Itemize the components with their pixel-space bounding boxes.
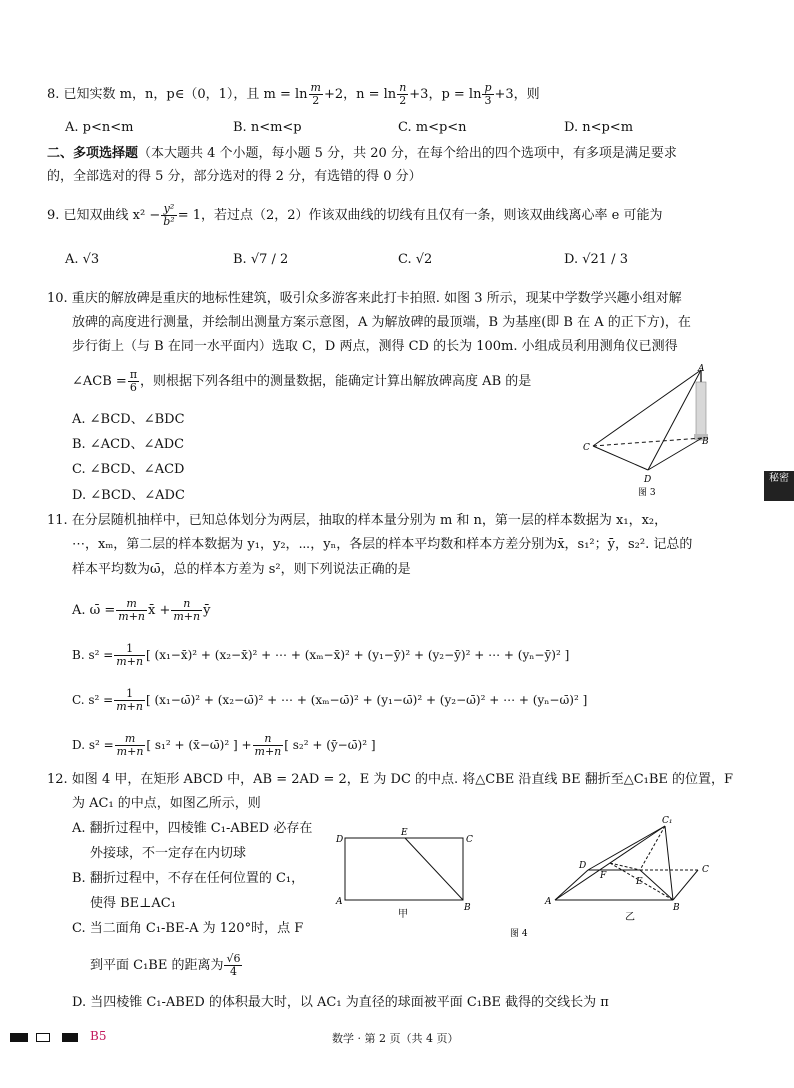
q11-a-frac-2: $\frac{n}{m+n}$ <box>173 597 201 623</box>
q11-line-2: ⋯，xₘ，第二层的样本数据为 y₁，y₂，⋯，yₙ，各层的样本平均数和样本方差分别为x̄，s₁²；ȳ，s₂². 记总的 <box>72 537 693 552</box>
edge-ad <box>555 870 588 900</box>
edge-cb <box>593 438 702 446</box>
q12-option-b-1: B. 翻折过程中，不存在任何位置的 C₁， <box>72 871 305 886</box>
q12-option-b-2: 使得 BE⊥AC₁ <box>90 896 176 911</box>
q8-option-a: A. p<n<m <box>65 120 134 135</box>
q11-c-frac: $\frac{1}{m+n}$ <box>116 687 143 713</box>
q10-angle-text: ∠ACB = <box>72 374 127 389</box>
q11-b-post: [ (x₁−x̄)² + (x₂−x̄)² + ⋯ + (xₘ−x̄)² + (y₁−ȳ)² + (y₂−ȳ)² + ⋯ + (yₙ−ȳ)² ] <box>146 648 570 662</box>
edge-da <box>648 370 701 470</box>
q8-option-b: B. n<m<p <box>233 120 302 135</box>
label-right-b: B <box>673 903 680 913</box>
label-a: A <box>698 364 705 374</box>
footer-square-black-2 <box>62 1033 78 1042</box>
q11-d-post: [ s₂² + (ȳ−ω̄)² ] <box>284 738 376 752</box>
footer-code: B5 <box>90 1029 107 1043</box>
q8-option-c: C. m<p<n <box>398 120 467 135</box>
q8-fraction-2: $\frac{n}{2}$ <box>399 81 407 107</box>
label-c: C <box>583 443 590 453</box>
rectangle-abcd <box>345 838 463 900</box>
figure-4-caption: 图 4 <box>510 929 528 939</box>
section2-title: 二、多项选择题 <box>47 146 139 161</box>
q11-option-c <box>72 688 587 713</box>
q10-line-3: 步行街上（与 B 在同一水平面内）选取 C，D 两点，测得 CD 的长为 100m. 小组成员利用测角仪已测得 <box>72 339 678 354</box>
edge-fe <box>610 863 640 870</box>
label-left-b: B <box>464 903 471 913</box>
q11-d-frac-1: $\frac{m}{m+n}$ <box>116 732 144 758</box>
q8-text-3: +3，p = ln <box>409 87 482 102</box>
q10-line-2: 放碑的高度进行测量，并绘制出测量方案示意图，A 为解放碑的最顶端，B 为基座(即 B 在 A 的正下方)，在 <box>72 315 691 330</box>
q10-option-a: A. ∠BCD、∠BDC <box>72 412 185 427</box>
section2-heading <box>47 145 677 163</box>
edge-ca <box>593 370 701 446</box>
q11-a-frac-1: $\frac{m}{m+n}$ <box>118 597 146 623</box>
q11-c-post: [ (x₁−ω̄)² + (x₂−ω̄)² + ⋯ + (xₘ−ω̄)² + (y₁−ω̄)² + (y₂−ω̄)² + ⋯ + (yₙ−ω̄)² ] <box>145 693 588 707</box>
label-right-d: D <box>579 861 587 871</box>
q10-option-d: D. ∠BCD、∠ADC <box>72 488 185 503</box>
monument-shape <box>696 382 706 440</box>
q8-text-2: +2，n = ln <box>323 87 397 102</box>
q12-line-2: 为 AC₁ 的中点，如图乙所示，则 <box>72 796 261 811</box>
label-yi: 乙 <box>625 912 635 923</box>
edge-cb-right <box>673 870 698 900</box>
label-jia: 甲 <box>398 909 408 920</box>
q8-fraction-1: $\frac{m}{2}$ <box>310 81 321 107</box>
q11-d-frac-2: $\frac{n}{m+n}$ <box>254 732 282 758</box>
q11-a-mid: x̄ + <box>148 603 171 618</box>
q11-b-pre: B. s² = <box>72 648 114 662</box>
edge-eb <box>640 870 673 900</box>
q10-line-1: 10. 重庆的解放碑是重庆的地标性建筑，吸引众多游客来此打卡拍照. 如图 3 所示，现某中学数学兴趣小组对解 <box>47 291 682 306</box>
footer-page-number: 数学 · 第 2 页（共 4 页） <box>332 1032 459 1045</box>
label-right-e: E <box>636 877 643 887</box>
edge-c1b <box>665 826 673 900</box>
q8-text-1: 8. 已知实数 m，n，p∈（0，1），且 m = ln <box>47 87 308 102</box>
q10-option-c: C. ∠BCD、∠ACD <box>72 462 185 477</box>
q12-option-d: D. 当四棱锥 C₁-ABED 的体积最大时，以 AC₁ 为直径的球面被平面 C₁BE 截得的交线长为 π <box>72 995 609 1010</box>
q10-line-4 <box>72 369 531 394</box>
q12-option-a-2: 外接球，不一定存在内切球 <box>90 846 247 861</box>
q11-line-1: 11. 在分层随机抽样中，已知总体划分为两层，抽取的样本量分别为 m 和 n，第一层的样本数据为 x₁，x₂， <box>47 513 668 528</box>
q9-option-a: A. √3 <box>65 252 100 267</box>
label-b: B <box>702 437 709 447</box>
q11-a-pre: A. ω̄ = <box>72 603 116 618</box>
figure-3-caption: 图 3 <box>638 488 656 498</box>
q12-c-text: 到平面 C₁BE 的距离为 <box>90 958 224 973</box>
q11-d-pre: D. s² = <box>72 738 114 752</box>
q11-line-3: 样本平均数为ω̄，总的样本方差为 s²，则下列说法正确的是 <box>72 562 411 577</box>
q9-option-d: D. √21 / 3 <box>564 252 628 267</box>
section2-desc-2: 的，全部选对的得 5 分，部分选对的得 2 分，有选错的得 0 分） <box>47 169 422 184</box>
q11-b-frac: $\frac{1}{m+n}$ <box>116 642 144 668</box>
figure-3 <box>578 360 723 500</box>
label-left-c: C <box>466 835 473 845</box>
q11-d-mid: [ s₁² + (x̄−ω̄)² ] + <box>146 738 252 752</box>
q10-option-b: B. ∠ACD、∠ADC <box>72 437 185 452</box>
q9-option-b: B. √7 / 2 <box>233 252 289 267</box>
label-right-c: C <box>702 865 709 875</box>
q11-option-a <box>72 598 210 623</box>
figure-4 <box>330 812 720 942</box>
label-right-f: F <box>600 871 607 881</box>
page-footer <box>0 1028 794 1050</box>
label-right-a: A <box>545 897 552 907</box>
q9-stem <box>47 203 663 228</box>
edge-dc1 <box>588 826 665 870</box>
q11-c-pre: C. s² = <box>72 693 114 707</box>
label-right-c1: C₁ <box>662 816 673 826</box>
q11-option-b <box>72 643 569 668</box>
q10-fraction: $\frac{\pi}{6}$ <box>129 368 138 394</box>
label-left-a: A <box>336 897 343 907</box>
q11-a-post: ȳ <box>203 603 211 618</box>
footer-square-black-1 <box>10 1033 28 1042</box>
q8-stem <box>47 82 540 107</box>
segment-be <box>405 838 463 900</box>
q12-option-a-1: A. 翻折过程中，四棱锥 C₁-ABED 必存在 <box>72 821 313 836</box>
q12-option-c-2 <box>90 953 243 978</box>
q8-option-d: D. n<p<m <box>564 120 634 135</box>
label-d: D <box>644 475 652 485</box>
q9-option-c: C. √2 <box>398 252 433 267</box>
q9-text-2: = 1，若过点（2，2）作该双曲线的切线有且仅有一条，则该双曲线离心率 e 可能为 <box>177 208 663 223</box>
q11-option-d <box>72 733 376 758</box>
q10-text-end: ，则根据下列各组中的测量数据，能确定计算出解放碑高度 AB 的是 <box>140 374 532 389</box>
q8-fraction-3: $\frac{p}{3}$ <box>484 81 492 107</box>
section2-desc-1: （本大题共 4 个小题，每小题 5 分，共 20 分，在每个给出的四个选项中，有多项是满足要求 <box>138 146 677 161</box>
edge-cd <box>593 446 648 470</box>
q12-c-frac: $\frac{√6}{4}$ <box>226 952 241 978</box>
label-left-e: E <box>401 828 408 838</box>
q9-text-1: 9. 已知双曲线 x² − <box>47 208 161 223</box>
q12-line-1: 12. 如图 4 甲，在矩形 ABCD 中，AB = 2AD = 2，E 为 DC 的中点. 将△CBE 沿直线 BE 翻折至△C₁BE 的位置，F <box>47 772 734 787</box>
q8-text-4: +3，则 <box>494 87 540 102</box>
label-left-d: D <box>336 835 344 845</box>
footer-square-outline <box>36 1033 50 1042</box>
q9-fraction: $\frac{\text{y²}}{\text{b²}}$ <box>163 202 175 228</box>
q12-option-c-1: C. 当二面角 C₁-BE-A 为 120°时，点 F <box>72 921 304 936</box>
secret-tab: 秘密 <box>764 471 794 501</box>
